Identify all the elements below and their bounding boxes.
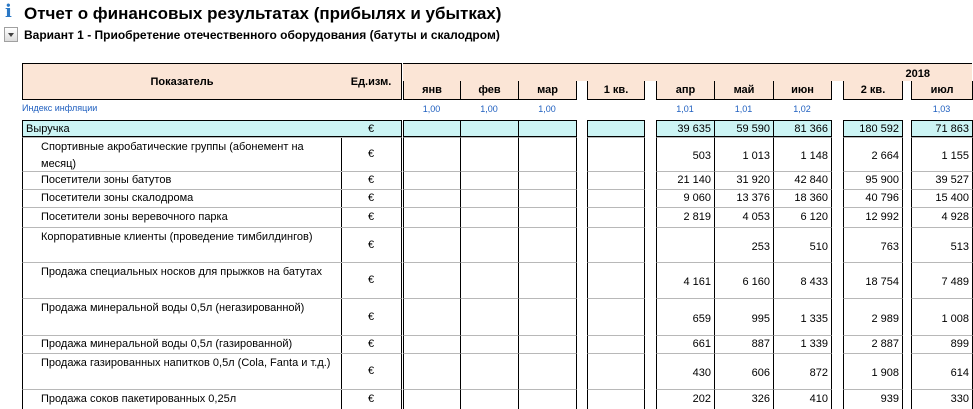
table-cell[interactable]: [403, 189, 461, 207]
variant-dropdown-button[interactable]: [4, 27, 18, 42]
row-label-text: Продажа специальных носков для прыжков на батутах: [41, 266, 322, 278]
table-cell[interactable]: 1 008: [911, 298, 973, 335]
period-header: 2 кв.: [843, 81, 903, 100]
table-cell[interactable]: [460, 335, 519, 353]
table-cell[interactable]: 659: [656, 298, 715, 335]
table-cell[interactable]: [587, 353, 645, 389]
table-cell[interactable]: 4 053: [714, 207, 774, 227]
report-subtitle: Вариант 1 - Приобретение отечественного оборудования (батуты и скалодром): [24, 28, 500, 42]
table-cell[interactable]: [403, 171, 461, 189]
table-cell[interactable]: 18 754: [843, 262, 903, 298]
row-label-text: Посетители зоны скалодрома: [41, 192, 194, 204]
table-cell[interactable]: 2 887: [843, 335, 903, 353]
table-cell[interactable]: 2 664: [843, 137, 903, 171]
period-header: янв: [403, 81, 461, 100]
table-cell[interactable]: [518, 189, 577, 207]
table-cell[interactable]: [587, 189, 645, 207]
table-row-unit: €: [341, 335, 402, 353]
period-header: мар: [518, 81, 577, 100]
inflation-value: 1,01: [734, 104, 753, 114]
table-row-unit: €: [341, 171, 402, 189]
table-cell[interactable]: 2 989: [843, 298, 903, 335]
table-cell[interactable]: [587, 262, 645, 298]
table-cell[interactable]: 763: [843, 227, 903, 262]
period-header: июл: [911, 81, 973, 100]
table-cell[interactable]: [587, 171, 645, 189]
table-row-label: [22, 389, 342, 409]
table-cell[interactable]: [403, 137, 461, 171]
info-icon[interactable]: i: [5, 1, 12, 22]
table-cell[interactable]: [518, 227, 577, 262]
table-cell[interactable]: [460, 189, 519, 207]
table-cell[interactable]: [403, 120, 461, 137]
row-label-text: Посетители зоны веревочного парка: [41, 211, 228, 223]
table-row-label: [22, 227, 342, 262]
period-header: апр: [656, 81, 715, 100]
table-cell[interactable]: 1 335: [773, 298, 832, 335]
table-cell[interactable]: [587, 298, 645, 335]
table-cell[interactable]: 1 908: [843, 353, 903, 389]
table-cell[interactable]: [587, 335, 645, 353]
table-cell[interactable]: [403, 207, 461, 227]
table-cell[interactable]: [460, 262, 519, 298]
table-cell[interactable]: 1 155: [911, 137, 973, 171]
table-row-unit: €: [341, 227, 402, 262]
table-row-unit: €: [341, 120, 402, 137]
table-row-label: [22, 298, 342, 335]
table-cell[interactable]: 18 360: [773, 189, 832, 207]
table-cell[interactable]: [587, 137, 645, 171]
report-title: Отчет о финансовых результатах (прибылях и убытках): [24, 4, 502, 23]
table-cell[interactable]: 1 148: [773, 137, 832, 171]
table-cell[interactable]: 59 590: [714, 120, 774, 137]
table-cell[interactable]: [460, 137, 519, 171]
column-header-indicator: Показатель: [22, 63, 342, 100]
row-label-text: Продажа минеральной воды 0,5л (негазированной): [41, 302, 305, 314]
table-cell[interactable]: 939: [843, 389, 903, 409]
inflation-value: 1,00: [422, 104, 441, 114]
table-cell[interactable]: 872: [773, 353, 832, 389]
table-cell[interactable]: 887: [714, 335, 774, 353]
table-cell[interactable]: [460, 171, 519, 189]
inflation-value: 1,00: [480, 104, 498, 114]
table-cell[interactable]: 6 120: [773, 207, 832, 227]
table-cell[interactable]: 202: [656, 389, 715, 409]
table-row-unit: €: [341, 353, 402, 389]
table-row-label: [22, 137, 342, 171]
table-cell[interactable]: 7 489: [911, 262, 973, 298]
table-cell[interactable]: [460, 298, 519, 335]
table-cell[interactable]: 430: [656, 353, 715, 389]
table-cell[interactable]: 1 339: [773, 335, 832, 353]
table-row-unit: €: [341, 189, 402, 207]
table-row-unit: €: [341, 389, 402, 409]
table-cell[interactable]: [518, 137, 577, 171]
table-cell[interactable]: [518, 389, 577, 409]
table-cell[interactable]: 8 433: [773, 262, 832, 298]
table-cell[interactable]: 503: [656, 137, 715, 171]
table-cell[interactable]: 31 920: [714, 171, 774, 189]
row-label-text: Корпоративные клиенты (проведение тимбилдингов): [41, 231, 313, 243]
table-row-label: [22, 353, 342, 389]
table-row-label: [22, 335, 342, 353]
table-cell[interactable]: [403, 227, 461, 262]
row-label-text: Спортивные акробатические группы (абонемент на месяц): [41, 141, 304, 170]
table-row-unit: €: [341, 207, 402, 227]
table-cell[interactable]: 614: [911, 353, 973, 389]
table-cell[interactable]: 4 161: [656, 262, 715, 298]
table-cell[interactable]: 40 796: [843, 189, 903, 207]
table-cell[interactable]: [518, 120, 577, 137]
table-cell[interactable]: [587, 389, 645, 409]
table-cell[interactable]: 4 928: [911, 207, 973, 227]
period-header: май: [714, 81, 774, 100]
table-cell[interactable]: 410: [773, 389, 832, 409]
table-cell[interactable]: 13 376: [714, 189, 774, 207]
table-cell[interactable]: [460, 389, 519, 409]
table-row-unit: €: [341, 298, 402, 335]
table-cell[interactable]: [518, 353, 577, 389]
row-label-text: Продажа соков пакетированных 0,25л: [41, 393, 237, 405]
table-cell[interactable]: 15 400: [911, 189, 973, 207]
row-label-text: Выручка: [26, 123, 70, 135]
table-cell[interactable]: [403, 389, 461, 409]
table-cell[interactable]: 661: [656, 335, 715, 353]
table-cell[interactable]: [587, 227, 645, 262]
table-cell[interactable]: [403, 335, 461, 353]
period-header: июн: [773, 81, 832, 100]
table-cell[interactable]: [460, 353, 519, 389]
table-cell[interactable]: 180 592: [843, 120, 903, 137]
inflation-index-label: Индекс инфляции: [22, 103, 98, 113]
table-cell[interactable]: [518, 298, 577, 335]
table-row-unit: €: [341, 262, 402, 298]
table-cell[interactable]: 21 140: [656, 171, 715, 189]
table-cell[interactable]: 510: [773, 227, 832, 262]
inflation-value: 1,00: [538, 104, 556, 114]
inflation-value: 1,02: [793, 104, 811, 114]
period-header: фев: [460, 81, 519, 100]
row-label-text: Продажа газированных напитков 0,5л (Cola, Fanta и т.д.): [41, 357, 331, 369]
table-cell[interactable]: [656, 227, 715, 262]
table-cell[interactable]: 39 635: [656, 120, 715, 137]
year-header: 2018: [403, 63, 972, 81]
table-cell[interactable]: 1 013: [714, 137, 774, 171]
table-cell[interactable]: [587, 120, 645, 137]
table-cell[interactable]: 513: [911, 227, 973, 262]
table-cell[interactable]: 71 863: [911, 120, 973, 137]
table-cell[interactable]: 2 819: [656, 207, 715, 227]
table-cell[interactable]: [403, 298, 461, 335]
table-cell[interactable]: [460, 227, 519, 262]
table-row-unit: €: [341, 137, 402, 171]
table-row-label: [22, 120, 342, 137]
table-row-label: [22, 189, 342, 207]
row-label-text: Продажа минеральной воды 0,5л (газированной): [41, 338, 293, 350]
table-cell[interactable]: 6 160: [714, 262, 774, 298]
row-label-text: Посетители зоны батутов: [41, 174, 172, 186]
inflation-value: 1,03: [932, 104, 951, 114]
table-row-label: [22, 262, 342, 298]
table-cell[interactable]: [587, 207, 645, 227]
table-cell[interactable]: [518, 207, 577, 227]
table-cell[interactable]: [518, 335, 577, 353]
table-row-label: [22, 171, 342, 189]
table-cell[interactable]: 9 060: [656, 189, 715, 207]
table-cell[interactable]: 12 992: [843, 207, 903, 227]
table-cell[interactable]: 42 840: [773, 171, 832, 189]
table-cell[interactable]: 95 900: [843, 171, 903, 189]
table-cell[interactable]: [403, 353, 461, 389]
table-cell[interactable]: [460, 207, 519, 227]
table-cell[interactable]: [403, 262, 461, 298]
table-cell[interactable]: 81 366: [773, 120, 832, 137]
table-cell[interactable]: [460, 120, 519, 137]
table-cell[interactable]: 253: [714, 227, 774, 262]
table-cell[interactable]: 606: [714, 353, 774, 389]
table-cell[interactable]: 326: [714, 389, 774, 409]
inflation-value: 1,01: [676, 104, 694, 114]
table-cell[interactable]: 330: [911, 389, 973, 409]
period-header: 1 кв.: [587, 81, 645, 100]
column-header-unit: Ед.изм.: [341, 63, 402, 100]
table-row-label: [22, 207, 342, 227]
table-cell[interactable]: [518, 171, 577, 189]
table-cell[interactable]: 995: [714, 298, 774, 335]
table-cell[interactable]: 899: [911, 335, 973, 353]
table-cell[interactable]: 39 527: [911, 171, 973, 189]
table-cell[interactable]: [518, 262, 577, 298]
chevron-down-icon: [5, 28, 17, 41]
